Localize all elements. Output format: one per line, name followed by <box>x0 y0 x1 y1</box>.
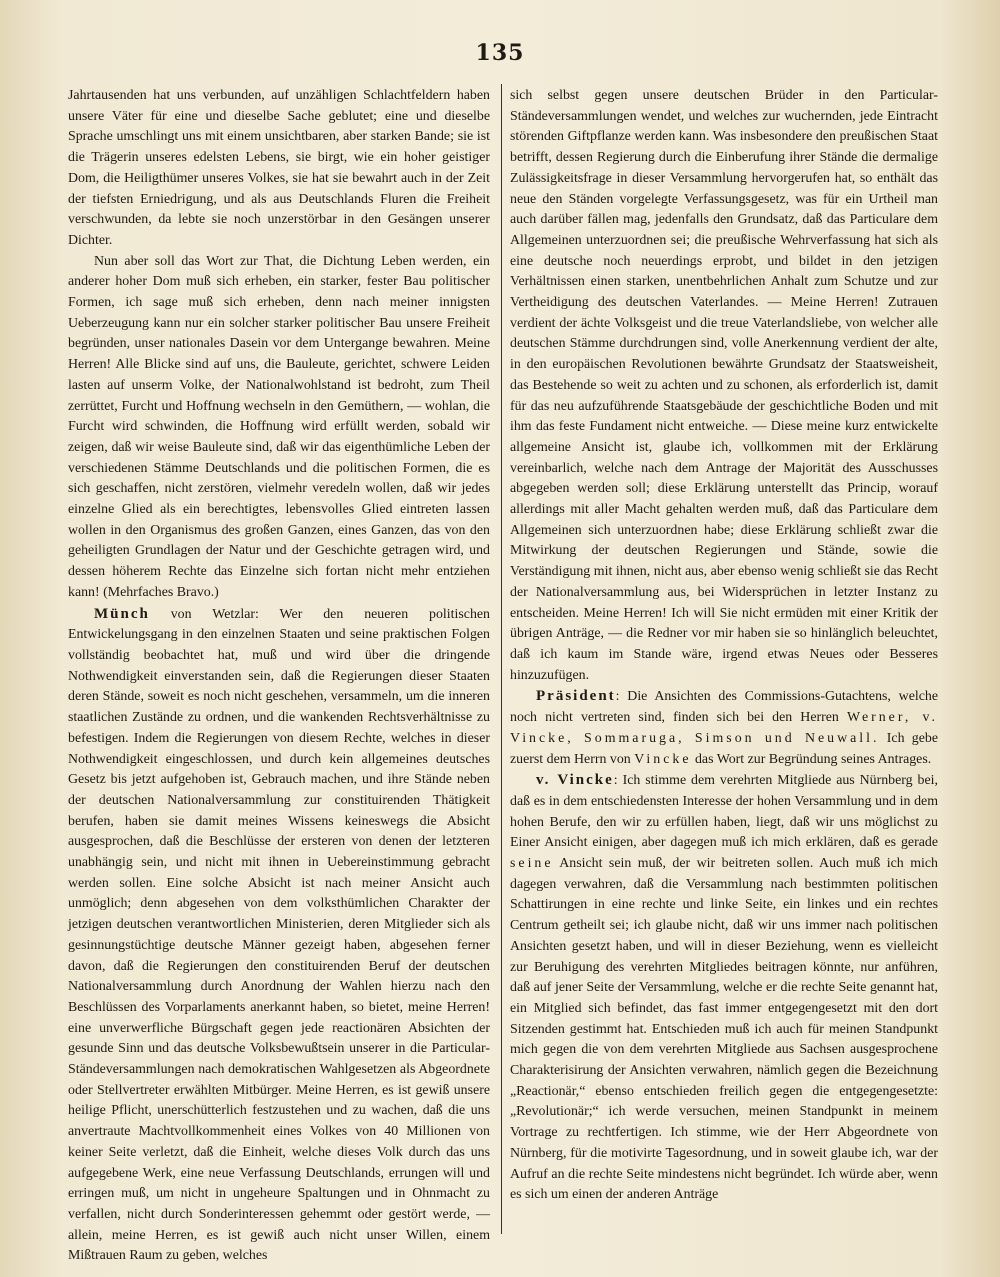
page-number: 135 <box>475 40 525 66</box>
right-paragraph-2 <box>510 686 938 770</box>
left-paragraph-1: Jahrtausenden hat uns verbunden, auf unzähligen Schlachtfeldern haben unsere Väter für eine und dieselbe Sache geblutet; eine und dieselbe Sprache umschlingt uns mit einem unsichtbaren, aber starken Bande; sie ist die Trägerin unseres edelsten Lebens, sie birgt, wie ein hoher geistiger Dom, die Heiligthümer unseres Volkes, sie hat sie bewahrt auch in der Zeit der tiefsten Erniedrigung, und als aus Deutschlands Fluren die Freiheit verschwunden, da lebte sie noch unzerstörbar in den Gesängen unserer Dichter. <box>68 88 490 248</box>
right-paragraph-3 <box>510 770 938 1206</box>
left-paragraph-3 <box>68 604 490 1268</box>
speech-muench: von Wetzlar: Wer den neueren politischen Entwickelungsgang in den einzelnen Staaten und seine praktischen Folgen vollständig beobachtet hat, muß und wird über die dringende Nothwendigkeit einverstanden sein, daß die Regierungen dieser Staaten deren Stände, soweit es noch nicht geschehen, versammeln, um die inneren staatlichen Zustände zu ordnen, und die wankenden Rechtsverhältnisse zu befestigen. Indem die Regierungen von diesem Rechte, welches in dieser Nothwendigkeit eingeschlossen, und durch kein allgemeines deutsches Gesetz bis jetzt aufgehoben ist, Gebrauch machen, und ihre Stände neben der deutschen Nationalversammlung zur constituirenden Thätigkeit berufen, haben sie damit meines Wissens keineswegs die Absicht ausgesprochen, daß die Beschlüsse der ersteren von denen der letzteren unabhängig sein, und nicht mit ihnen in Uebereinstimmung gebracht werden sollen. Eine solche Absicht ist nach meiner Ansicht auch unmöglich; denn abgesehen von dem volksthümlichen Charakter der jetzigen deutschen verantwortlichen Ministerien, deren Mitglieder sich als gesinnungstüchtige deutsche Männer gezeigt haben, abgesehen ferner davon, daß die Regierungen den constituirenden Beruf der deutschen Nationalversammlung durch Anordnung der Wahlen hierzu nach den Beschlüssen des Vorparlaments anerkannt haben, so bietet, meine Herren! eine unverwerfliche Bürgschaft gegen jede reactionären Absichten der gesunde Sinn und das deutsche Volksbewußtsein unserer in die Particular-Ständeversammlungen nach demokratischen Wahlgesetzen als Abgeordnete oder Stellvertreter erwählten Mitbürger. Meine Herren, es ist gewiß unsere heilige Pflicht, unerschütterlich festzustehen und zu wachen, daß die uns anvertraute Machtvollkommenheit eines Volkes von 40 Millionen von keiner Seite verletzt, daß die Einheit, welche dieses Volk durch das uns aufgegebene Werk, eine neue Verfassung Deutschlands, errungen will und erringen muß, um nicht in ungeheure Spaltungen und in Ohnmacht zu verfallen, nicht durch Sonderinteressen gehemmt oder gestört werde, — allein, meine Herren, es ist gewiß auch nicht unser Willen, einem Mißtrauen Raum zu geben, welches <box>68 606 490 1264</box>
praesident-text-a: : Die Ansichten des Commissions-Gutachtens, welche noch nicht vertreten sind, finden sich bei den Herren <box>510 689 938 726</box>
left-column <box>68 86 490 1264</box>
vincke-text-a: : Ich stimme dem verehrten Mitgliede aus Nürnberg bei, daß es in dem entschiedensten Interesse der hohen Versammlung und in dem hohen Berufe, den wir zu erfüllen haben, liegt, daß wir uns möglichst zu Einer Ansicht einigen, aber dagegen muß ich mich erklären, daß es gerade <box>510 773 938 851</box>
praesident-text-b: Ich gebe zuerst dem Herrn von <box>510 730 939 767</box>
speaker-muench: Münch <box>94 605 150 622</box>
praesident-name-vincke: Vincke <box>634 751 692 767</box>
right-paragraph-1: sich selbst gegen unsere deutschen Brüder in den Particular-Ständeversammlungen wendet, und welches zur wuchernden, jede Eintracht störenden Giftpflanze werden kann. Was insbesondere den preußischen Staat betrifft, dessen Regierung durch die Einberufung ihrer Stände die dermalige Zulässigkeitsfrage in dieser Versammlung hervorgerufen hat, so enthält das neue den Ständen vorgelegte Verfassungsgesetz, was für ein Urtheil man auch darüber fällen mag, jedenfalls den Grundsatz, daß das Particulare dem Allgemeinen unterzuordnen sei; die preußische Wehrverfassung hat sich als eine deutsche noch neuerdings erprobt, und bildet in den jetzigen Verhältnissen einen starken, unentbehrlichen Anhalt zum Schutze und zur Vertheidigung des deutschen Vaterlandes. — Meine Herren! Zutrauen verdient der ächte Volksgeist und die treue Vaterlandsliebe, von welcher alle deutschen Stämme durchdrungen sind, volle Anerkennung verdient der alte, in den europäischen Revolutionen bewährte Grundsatz der Staatsweisheit, das Bestehende so weit zu achten und zu schonen, als erforderlich ist, damit für das neu aufzuführende Staatsgebäude der geschichtliche Boden und mit ihm das feste Fundament nicht entweiche. — Diese meine kurz entwickelte allgemeine Ansicht ist, glaube ich, vollkommen mit der Erklärung vereinbarlich, welche nach dem Antrage der Majorität des Ausschusses abgegeben werden soll; diese Erklärung unterstellt das Princip, worauf allerdings mit aller Macht gehalten werden muß, daß das Particulare dem Allgemeinen sich unterzuordnen habe; diese Erklärung schließt zwar die Mitwirkung der deutschen Regierungen und Stände, sowie die Verständigung mit ihnen, nicht aus, aber ebenso wenig schließt sie das Recht der Nationalversammlung aus, bei Widersprüchen in letzter Instanz zu entscheiden. Meine Herren! Ich will Sie nicht ermüden mit einer Kritik der übrigen Anträge, — die Redner vor mir haben sie so hinlänglich beleuchtet, daß ich kaum im Stande wäre, irgend etwas Neues oder Besseres hinzuzufügen. <box>510 88 938 683</box>
speaker-vincke: v. Vincke <box>536 772 614 789</box>
right-column <box>510 86 938 1246</box>
praesident-names: Werner, v. Vincke, Sommaruga, Simson und Neuwall. <box>510 710 938 746</box>
left-paragraph-2: Nun aber soll das Wort zur That, die Dichtung Leben werden, ein anderer hoher Dom muß sich erheben, ein starker, fester Bau politischer Formen, ich sage muß sich erheben, denn nach meiner innigsten Ueberzeugung kann nur ein solcher starker politischer Bau unsere Freiheit begründen, unser nationales Dasein vor dem Untergange bewahren. Meine Herren! Alle Blicke sind auf uns, die Bauleute, gerichtet, schwere Leiden lasten auf unserm Volke, der Nationalwohlstand ist bedroht, zum Theil zerrüttet, Furcht und Hoffnung wechseln in den Gemüthern, — wohlan, die Furcht wird schwinden, die Hoffnung wird erfüllt werden, sobald wir zeigen, daß wir weise Bauleute sind, daß wir das eigenthümliche Leben der verschiedenen Stämme Deutschlands und die politischen Formen, die es sich geschaffen, nicht zerstören, vielmehr veredeln wollen, daß wir jedes einzelne Glied als ein berechtigtes, lebensvolles Glied eintreten lassen wollen in den Organismus des großen Ganzen, eines Ganzen, das von den geheiligten Grundlagen der Natur und der Geschichte getragen wird, und dessen höherem Rechte das Einzelne sich fortan nicht mehr entziehen kann! (Mehrfaches Bravo.) <box>68 253 490 600</box>
column-divider <box>501 84 502 1234</box>
praesident-text-c: das Wort zur Begründung seines Antrages. <box>691 751 932 767</box>
speaker-praesident: Präsident <box>536 688 616 705</box>
vincke-text-b: Ansicht sein muß, der wir beitreten sollen. Auch muß ich mich dagegen verwahren, daß die Versammlung nach bestimmten politischen Schattirungen in eine rechte und linke Seite, ein linkes und ein rechtes Centrum getheilt sei; ich glaube nicht, daß wir uns immer nach politischen Ansichten gesetzt haben, und will in dieser Beziehung, wenn es vielleicht zur Beruhigung des verehrten Mitgliedes beitragen könnte, nur anführen, daß auf jener Seite der Versammlung, welche er die rechte Seite genannt hat, ein Mitglied sich befindet, das fast immer entgegengesetzt mit den dort Sitzenden gestimmt hat. Entschieden muß ich auch für meinen Standpunkt mich gegen die von dem verehrten Mitgliede aus Sachsen ausgesprochene Charakterisirung der Ansichten verwahren, nämlich gegen die Bezeichnung „Reactionär,“ ebenso entschieden freilich gegen die entgegengesetzte: „Revolutionär;“ ich werde versuchen, meinen Standpunkt in meinem Vortrage zu rechtfertigen. Ich stimme, wie der Herr Abgeordnete von Nürnberg, für die motivirte Tagesordnung, und in soweit glaube ich, war der Aufruf an die rechte Seite mindestens nicht begründet. Ich würde aber, wenn es sich um einen der anderen Anträge <box>510 856 938 1203</box>
vincke-emphasis: seine <box>510 856 554 872</box>
